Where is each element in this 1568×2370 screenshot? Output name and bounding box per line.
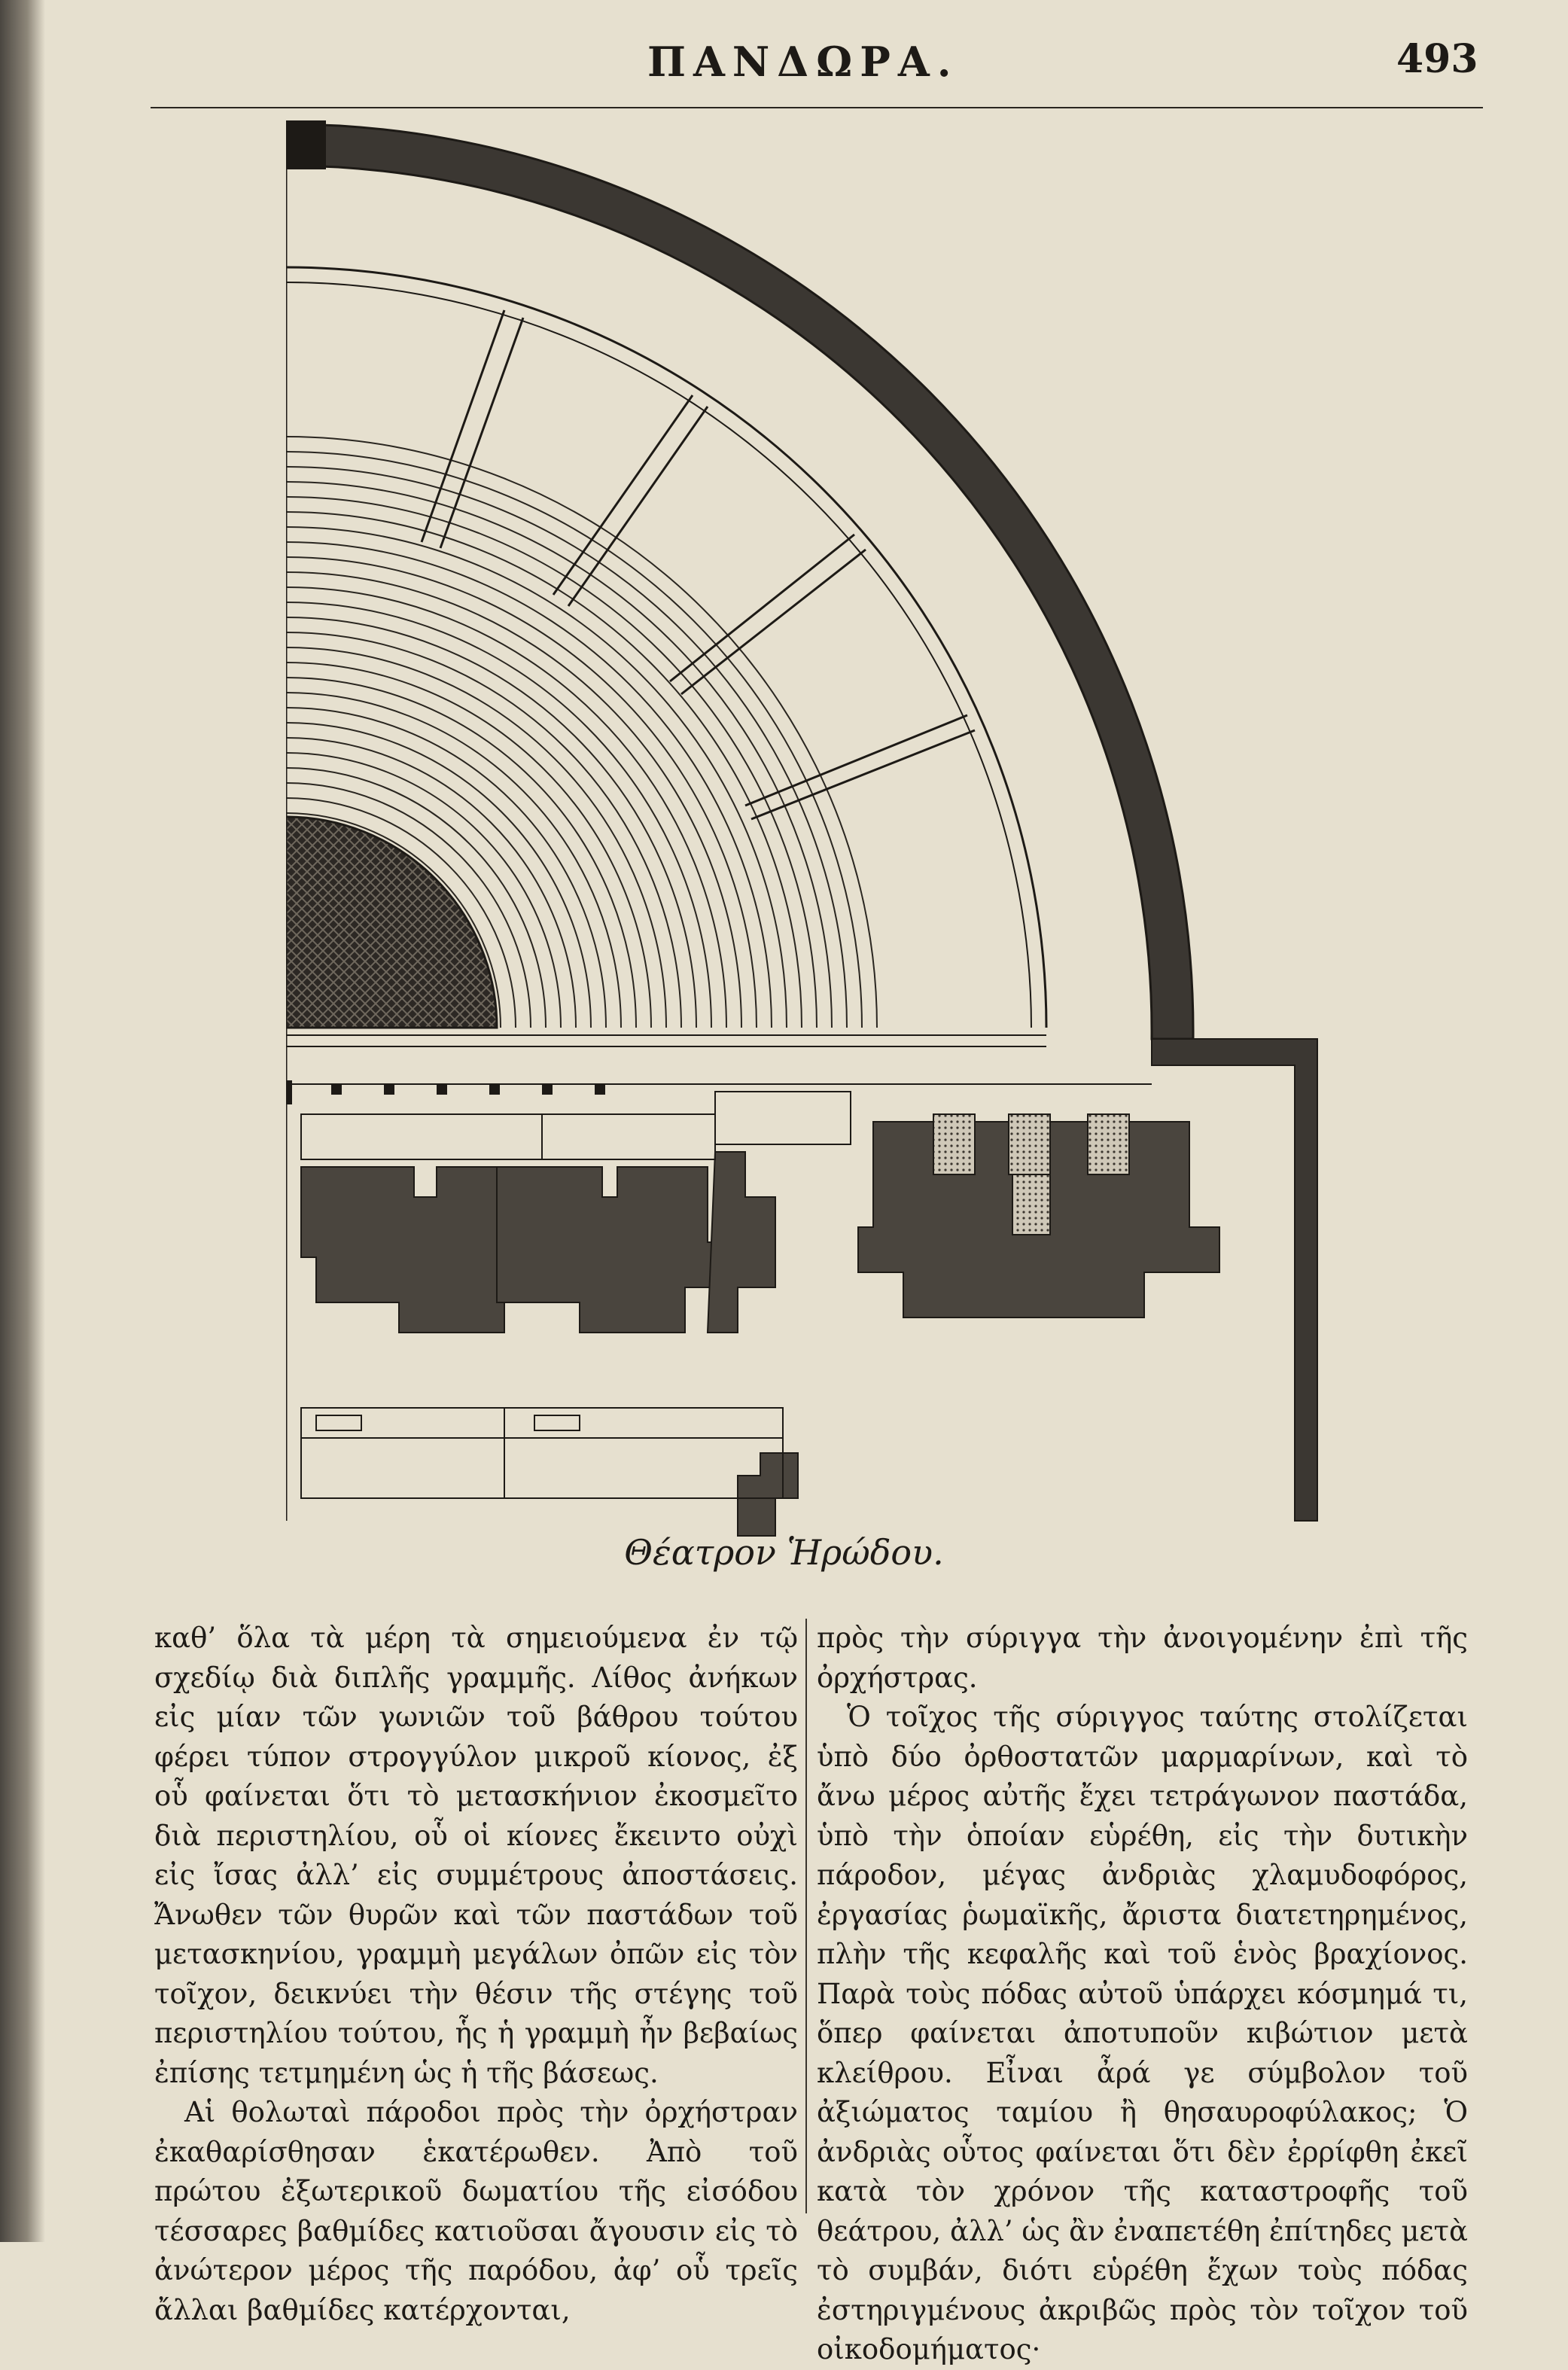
column-divider: [805, 1619, 807, 2213]
binding-shadow: [0, 0, 45, 2242]
wall-end-block: [286, 120, 326, 169]
figure-caption: Θέατρον Ἡρώδου.: [624, 1532, 944, 1573]
header-rule: [151, 107, 1483, 108]
left-paragraph-1: καθ’ ὅλα τὰ μέρη τὰ σημειούμενα ἐν τῷ σχεδίῳ διὰ διπλῆς γραμμῆς. Λίθος ἀνήκων εἰς μίαν τῶν γωνιῶν τοῦ βάθρου τούτου φέρει τύπον στρογγύλον μικροῦ κίονος, ἐξ οὗ φαίνεται ὅτι τὸ μετασκήνιον ἐκοσμεῖτο διὰ περιστηλίου, οὗ οἱ κίονες ἔκειντο οὐχὶ εἰς ἴσας ἀλλ’ εἰς συμμέτρους ἀποστάσεις. Ἄνωθεν τῶν θυρῶν καὶ τῶν παστάδων τοῦ μετασκηνίου, γραμμὴ μεγάλων ὀπῶν εἰς τὸν τοῖχον, δεικνύει τὴν θέσιν τῆς στέγης τοῦ περιστηλίου τούτου, ἧς ἡ γραμμὴ ἦν βεβαίως ἐπίσης τετμημένη ὡς ἡ τῆς βάσεως.: [154, 1622, 798, 2089]
left-text-column: [154, 1619, 798, 2330]
page-header-title: ΠΑΝΔΩΡΑ.: [647, 38, 959, 86]
theatre-plan-figure: [286, 113, 1332, 1543]
page-number: 493: [1396, 36, 1478, 82]
right-text-column: [817, 1619, 1468, 2370]
left-paragraph-2: Αἱ θολωταὶ πάροδοι πρὸς τὴν ὀρχήστραν ἐκαθαρίσθησαν ἑκατέρωθεν. Ἀπὸ τοῦ πρώτου ἐξωτερικοῦ δωματίου τῆς εἰσόδου τέσσαρες βαθμίδες κατιοῦσαι ἄγουσιν εἰς τὸ ἀνώτερον μέρος τῆς παρόδου, ἀφ’ οὗ τρεῖς ἄλλαι βαθμίδες κατέρχονται,: [154, 2096, 798, 2326]
scene-building: [301, 1122, 1219, 1536]
orchestra: [286, 817, 497, 1028]
right-paragraph-2: Ὁ τοῖχος τῆς σύριγγος ταύτης στολίζεται ὑπὸ δύο ὀρθοστατῶν μαρμαρίνων, καὶ τὸ ἄνω μέρος αὐτῆς ἔχει τετράγωνον παστάδα, ὑπὸ τὴν ὁποίαν εὑρέθη, εἰς τὴν δυτικὴν πάροδον, μέγας ἀνδριὰς χλαμυδοφόρος, ἐργασίας ῥωμαϊκῆς, ἄριστα διατετηρημένος, πλὴν τῆς κεφαλῆς καὶ τοῦ ἑνὸς βραχίονος. Παρὰ τοὺς πόδας αὐτοῦ ὑπάρχει κόσμημά τι, ὅπερ φαίνεται ἀποτυποῦν κιβώτιον μετὰ κλείθρου. Εἶναι ἆρά γε σύμβολον τοῦ ἀξιώματος ταμίου ἢ θησαυροφύλακος; Ὁ ἀνδριὰς οὗτος φαίνεται ὅτι δὲν ἐρρίφθη ἐκεῖ κατὰ τὸν χρόνον τῆς καταστροφῆς τοῦ θεάτρου, ἀλλ’ ὡς ἂν ἐναπετέθη ἐπίτηδες μετὰ τὸ συμβάν, διότι εὑρέθη ἔχων τοὺς πόδας ἐστηριγμένους ἀκριβῶς πρὸς τὸν τοῖχον τοῦ οἰκοδομήματος·: [817, 1701, 1468, 2365]
east-wing-wall: [1152, 1039, 1317, 1521]
stage-front: [286, 1035, 1152, 1084]
right-paragraph-1: πρὸς τὴν σύριγγα τὴν ἀνοιγομένην ἐπὶ τῆς ὀρχήστρας.: [817, 1622, 1468, 1694]
